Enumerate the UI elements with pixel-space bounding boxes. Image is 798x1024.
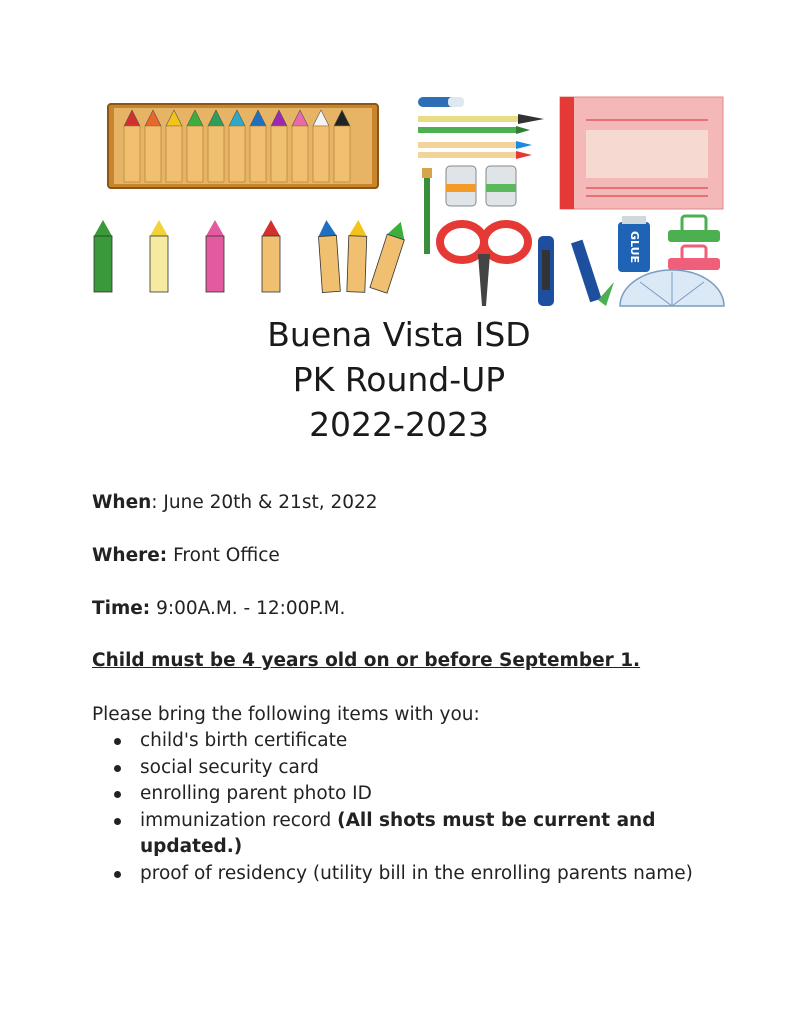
crayon-box-icon <box>108 104 378 188</box>
immunization-note: (All shots must be current and updated.) <box>140 809 656 857</box>
time-line <box>92 598 345 619</box>
marker-icon <box>571 240 614 306</box>
bullet-icon <box>114 818 121 825</box>
bullet-icon <box>114 738 121 745</box>
required-items-list <box>92 728 752 887</box>
bullet-icon <box>114 765 121 772</box>
glue-label: GLUE <box>628 230 641 264</box>
list-item: immunization record (All shots must be current and updated.) <box>92 808 752 861</box>
where-label: Where: <box>92 545 168 566</box>
crayons-icon <box>94 219 409 293</box>
where-value: Front Office <box>167 545 280 566</box>
age-requirement: Child must be 4 years old on or before September 1. <box>92 650 641 671</box>
when-line <box>92 492 378 513</box>
page-title <box>0 312 798 447</box>
bullet-icon <box>114 871 121 878</box>
protractor-icon <box>620 270 724 306</box>
pencils-icon <box>418 97 544 159</box>
when-value: : June 20th & 21st, 2022 <box>151 492 378 513</box>
binder-clips-icon <box>668 216 720 270</box>
stapler-icon <box>538 236 554 306</box>
school-supplies-illustration <box>0 0 798 320</box>
list-item: proof of residency (utility bill in the enrolling parents name) <box>92 861 752 888</box>
list-item: child's birth certificate <box>92 728 752 755</box>
paintbrush-icon <box>422 168 432 254</box>
paint-jars-icon <box>446 166 516 206</box>
title-line-3: 2022-2023 <box>309 405 489 444</box>
where-line <box>92 545 280 566</box>
title-line-2: PK Round-UP <box>292 360 506 399</box>
title-line-1: Buena Vista ISD <box>267 315 531 354</box>
list-item: enrolling parent photo ID <box>92 781 752 808</box>
scissors-icon <box>440 224 528 306</box>
notebook-icon <box>560 97 723 209</box>
glue-icon <box>618 216 650 272</box>
when-label: When <box>92 492 152 513</box>
list-item: social security card <box>92 755 752 782</box>
time-value: 9:00A.M. - 12:00P.M. <box>150 598 346 619</box>
bullet-icon <box>114 791 121 798</box>
time-label: Time: <box>92 598 151 619</box>
bring-intro: Please bring the following items with you: <box>92 704 480 725</box>
